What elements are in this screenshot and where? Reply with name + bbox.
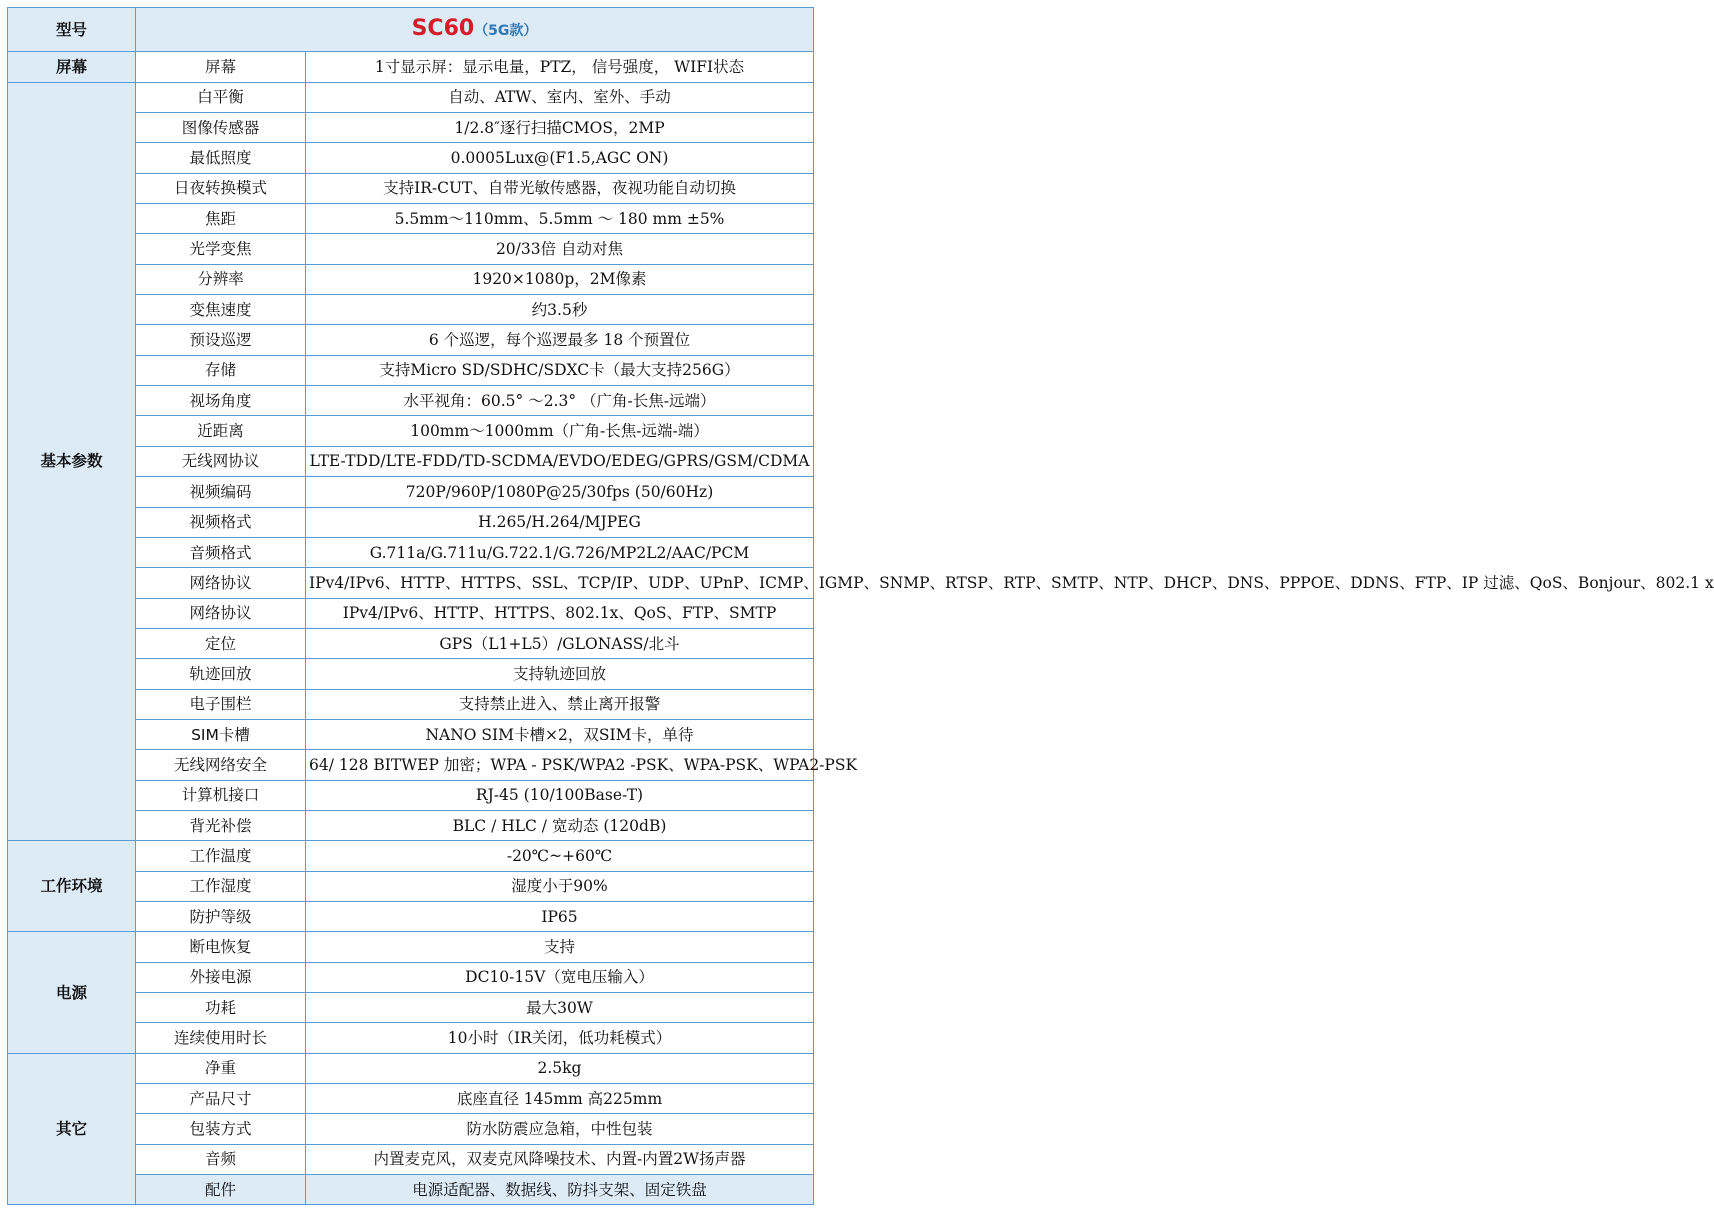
param-label: 白平衡: [136, 82, 306, 112]
param-label: 图像传感器: [136, 113, 306, 143]
param-value: IPv4/IPv6、HTTP、HTTPS、802.1x、QoS、FTP、SMTP: [306, 598, 814, 628]
param-label: 变焦速度: [136, 295, 306, 325]
param-label: 预设巡逻: [136, 325, 306, 355]
param-value: 720P/960P/1080P@25/30fps (50/60Hz): [306, 477, 814, 507]
spec-table-body: [8, 8, 1714, 1205]
param-value: 1/2.8″逐行扫描CMOS，2MP: [306, 113, 814, 143]
param-value: 10小时（IR关闭，低功耗模式）: [306, 1023, 814, 1053]
param-label: 光学变焦: [136, 234, 306, 264]
param-value: -20℃~+60℃: [306, 841, 814, 871]
param-label: 电子围栏: [136, 689, 306, 719]
category-environment: 工作环境: [8, 841, 136, 932]
param-value: 防水防震应急箱，中性包装: [306, 1114, 814, 1144]
param-value: LTE-TDD/LTE-FDD/TD-SCDMA/EVDO/EDEG/GPRS/GSM/CDMA: [306, 446, 814, 476]
param-value: H.265/H.264/MJPEG: [306, 507, 814, 537]
category-screen: 屏幕: [8, 52, 136, 82]
param-label: 工作温度: [136, 841, 306, 871]
param-label: 焦距: [136, 204, 306, 234]
category-other: 其它: [8, 1053, 136, 1205]
param-value: GPS（L1+L5）/GLONASS/北斗: [306, 628, 814, 658]
param-value: DC10-15V（宽电压输入）: [306, 962, 814, 992]
table-row: [8, 841, 814, 871]
param-value: 2.5kg: [306, 1053, 814, 1083]
param-value: G.711a/G.711u/G.722.1/G.726/MP2L2/AAC/PCM: [306, 537, 814, 567]
param-value: 1920×1080p，2M像素: [306, 264, 814, 294]
param-value: 6 个巡逻，每个巡逻最多 18 个预置位: [306, 325, 814, 355]
param-label: 无线网协议: [136, 446, 306, 476]
table-row: [8, 82, 814, 112]
param-value: 水平视角：60.5° ～2.3° （广角-长焦-远端）: [306, 386, 814, 416]
param-label: 背光补偿: [136, 810, 306, 840]
param-value: 内置麦克风，双麦克风降噪技术、内置-内置2W扬声器: [306, 1144, 814, 1174]
param-label: 定位: [136, 628, 306, 658]
category-basic-params: 基本参数: [8, 82, 136, 841]
param-value: 5.5mm～110mm、5.5mm ～ 180 mm ±5%: [306, 204, 814, 234]
param-value: 100mm～1000mm（广角-长焦-远端-端）: [306, 416, 814, 446]
param-label: 视频格式: [136, 507, 306, 537]
param-label: 防护等级: [136, 901, 306, 931]
param-value: 0.0005Lux@(F1.5,AGC ON): [306, 143, 814, 173]
table-row: [8, 932, 814, 962]
param-value: 湿度小于90%: [306, 871, 814, 901]
param-label: 音频: [136, 1144, 306, 1174]
param-label: 网络协议: [136, 598, 306, 628]
model-label: 型号: [8, 8, 136, 52]
param-label: SIM卡槽: [136, 719, 306, 749]
param-value: 支持轨迹回放: [306, 659, 814, 689]
param-value: 底座直径 145mm 高225mm: [306, 1084, 814, 1114]
param-value: 1寸显示屏：显示电量，PTZ， 信号强度， WIFI状态: [306, 52, 814, 82]
param-value: RJ-45 (10/100Base-T): [306, 780, 814, 810]
param-value: NANO SIM卡槽×2，双SIM卡，单待: [306, 719, 814, 749]
param-label: 断电恢复: [136, 932, 306, 962]
param-label: 轨迹回放: [136, 659, 306, 689]
param-value: 电源适配器、数据线、防抖支架、固定铁盘: [306, 1175, 814, 1205]
param-label: 日夜转换模式: [136, 173, 306, 203]
header-row: [8, 8, 814, 52]
param-label: 净重: [136, 1053, 306, 1083]
param-label: 产品尺寸: [136, 1084, 306, 1114]
param-label: 存储: [136, 355, 306, 385]
param-label: 配件: [136, 1175, 306, 1205]
param-value: 约3.5秒: [306, 295, 814, 325]
param-label: 连续使用时长: [136, 1023, 306, 1053]
param-value: 最大30W: [306, 993, 814, 1023]
param-label: 功耗: [136, 993, 306, 1023]
param-label: 包装方式: [136, 1114, 306, 1144]
param-value: 支持禁止进入、禁止离开报警: [306, 689, 814, 719]
model-variant: （5G款）: [474, 22, 538, 39]
param-value: IPv4/IPv6、HTTP、HTTPS、SSL、TCP/IP、UDP、UPnP、ICMP、IGMP、SNMP、RTSP、RTP、SMTP、NTP、DHCP、DNS、PPPOE、DDNS、FTP、IP 过滤、QoS、Bonjour、802.1 x: [306, 568, 814, 598]
category-power: 电源: [8, 932, 136, 1053]
param-value: 支持: [306, 932, 814, 962]
param-label: 无线网络安全: [136, 750, 306, 780]
param-value: 支持Micro SD/SDHC/SDXC卡（最大支持256G）: [306, 355, 814, 385]
spec-table: [7, 7, 1714, 1205]
model-value: [136, 8, 814, 52]
param-label: 网络协议: [136, 568, 306, 598]
param-value: 自动、ATW、室内、室外、手动: [306, 82, 814, 112]
param-label: 近距离: [136, 416, 306, 446]
model-name: SC60: [411, 15, 475, 41]
screen-row: [8, 52, 814, 82]
table-row: [8, 1053, 814, 1083]
param-label: 屏幕: [136, 52, 306, 82]
param-label: 外接电源: [136, 962, 306, 992]
param-value: BLC / HLC / 宽动态 (120dB): [306, 810, 814, 840]
param-label: 工作湿度: [136, 871, 306, 901]
param-value: 支持IR-CUT、自带光敏传感器，夜视功能自动切换: [306, 173, 814, 203]
param-value: 64/ 128 BITWEP 加密；WPA - PSK/WPA2 -PSK、WPA-PSK、WPA2-PSK: [306, 750, 814, 780]
param-label: 分辨率: [136, 264, 306, 294]
param-label: 计算机接口: [136, 780, 306, 810]
param-value: 20/33倍 自动对焦: [306, 234, 814, 264]
param-value: IP65: [306, 901, 814, 931]
param-label: 视场角度: [136, 386, 306, 416]
param-label: 音频格式: [136, 537, 306, 567]
param-label: 最低照度: [136, 143, 306, 173]
param-label: 视频编码: [136, 477, 306, 507]
